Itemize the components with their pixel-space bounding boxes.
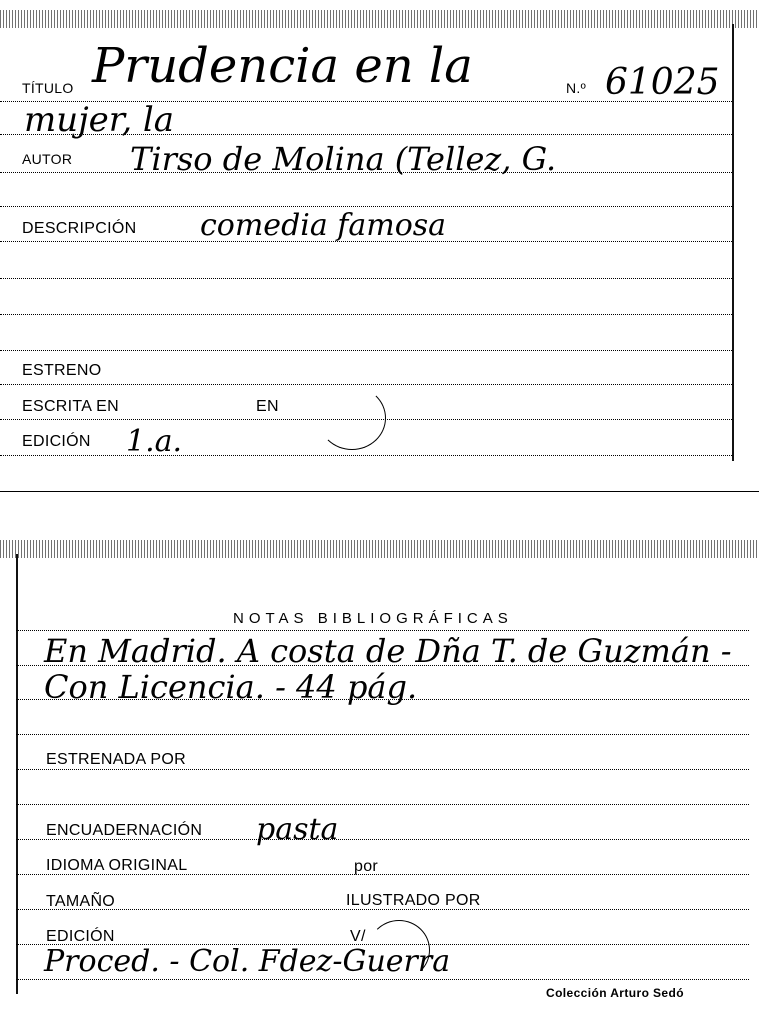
procedencia-value: Proced. - Col. Fdez-Guerra [44,944,451,979]
scan-noise-top [0,10,759,28]
catalog-card-bottom [0,540,759,1028]
card-border-right [732,24,734,461]
card-bottom-edge [0,491,759,492]
tamano-label: TAMAÑO [46,893,116,910]
rule-line [16,769,749,770]
rule-line [16,630,749,631]
rule-line [16,804,749,805]
rule-line [0,455,732,456]
autor-value: Tirso de Molina (Tellez, G. [130,140,557,178]
collection-credit: Colección Arturo Sedó [546,986,684,1000]
notas-bibliograficas-heading: NOTAS BIBLIOGRÁFICAS [233,610,513,627]
edicion-label-bottom: EDICIÓN [46,928,115,945]
escrita-en-label: ESCRITA EN [22,398,119,415]
descripcion-label: DESCRIPCIÓN [22,220,137,237]
autor-label: AUTOR [22,151,73,167]
rule-line [0,314,732,315]
rule-line [0,384,732,385]
descripcion-value: comedia famosa [200,208,447,243]
edicion-label: EDICIÓN [22,433,91,450]
encuadernacion-value: pasta [256,812,339,847]
rule-line [0,278,732,279]
por-label: por [354,858,379,875]
numero-label: N.º [566,80,587,96]
rule-line [0,350,732,351]
rule-line [16,979,749,980]
rule-line [16,734,749,735]
encuadernacion-label: ENCUADERNACIÓN [46,822,203,839]
notas-line2: Con Licencia. - 44 pág. [44,668,418,706]
numero-value: 61025 [605,62,720,103]
scan-noise-bottom [0,540,759,558]
titulo-value-line2: mujer, la [24,100,175,140]
en-label: EN [256,398,279,415]
titulo-value-line1: Prudencia en la [92,38,473,94]
titulo-label: TÍTULO [22,80,74,96]
notas-line1: En Madrid. A costa de Dña T. de Guzmán - [44,632,732,670]
catalog-card-top [0,0,759,495]
rule-line [0,206,732,207]
edicion-value: 1.a. [126,424,183,459]
card-border-left [16,554,18,994]
v-label: V/ [350,928,366,945]
estrenada-por-label: ESTRENADA POR [46,751,186,768]
ilustrado-por-label: ILUSTRADO POR [346,892,481,909]
partial-stamp-circle [318,386,386,450]
estreno-label: ESTRENO [22,362,102,379]
idioma-original-label: IDIOMA ORIGINAL [46,857,188,874]
